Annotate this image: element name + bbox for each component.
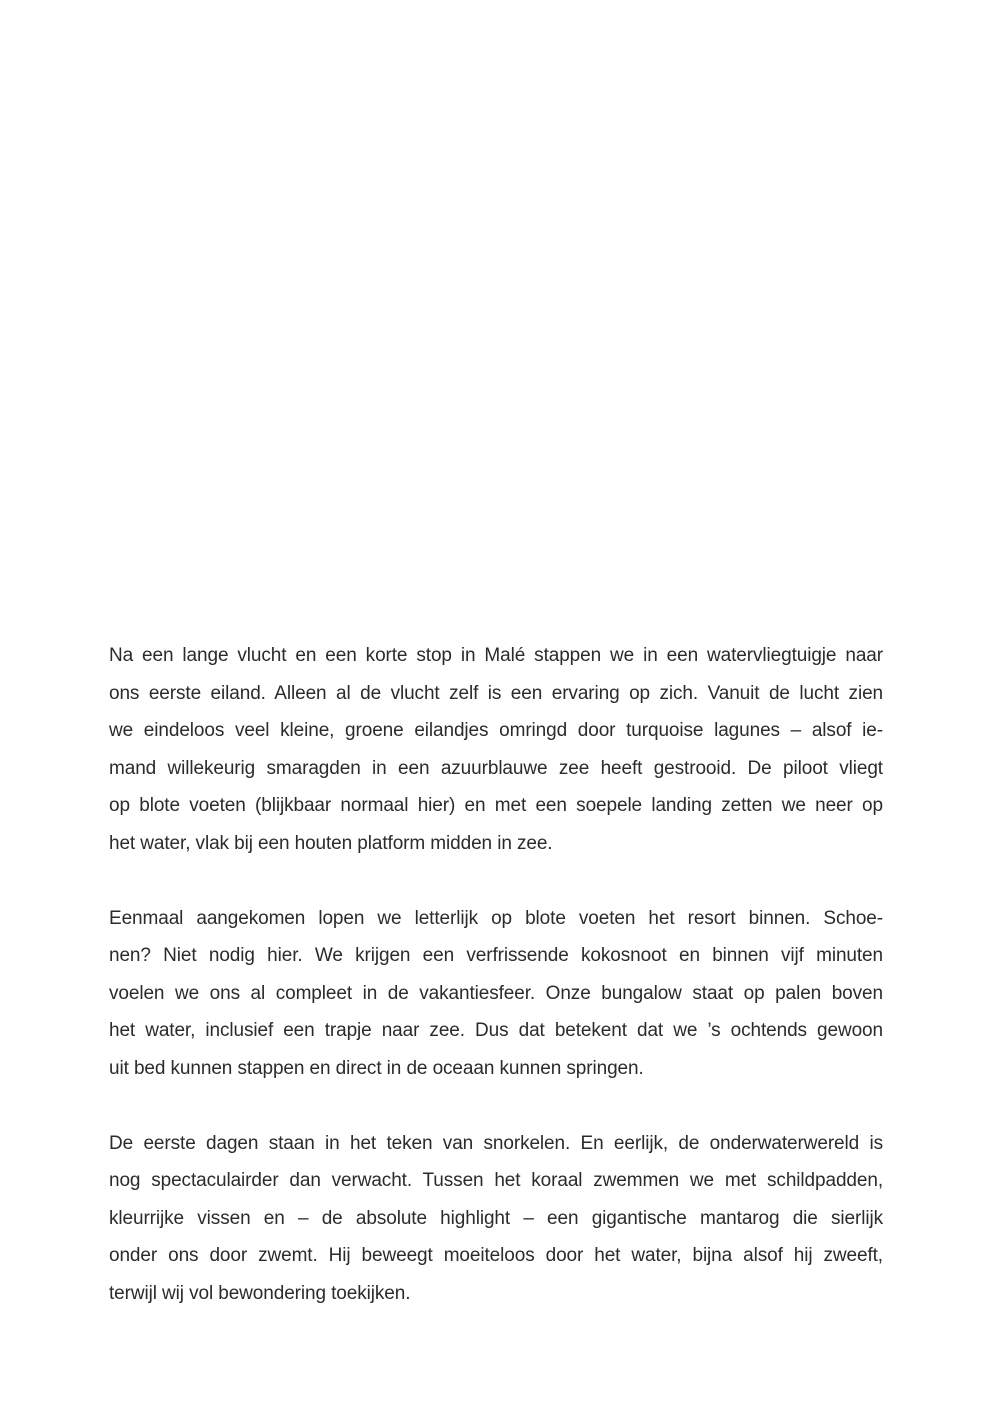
text-line: onder ons door zwemt. Hij beweegt moeiteloos door het water, bijna alsof hij zweeft, [109,1245,883,1266]
paragraph-3 [109,1125,883,1313]
text-line: nog spectaculairder dan verwacht. Tussen het koraal zwemmen we met schildpadden, [109,1170,883,1191]
text-line: nen? Niet nodig hier. We krijgen een verfrissende kokosnoot en binnen vijf minuten [109,945,883,966]
paragraph-2 [109,900,883,1088]
text-line: uit bed kunnen stappen en direct in de oceaan kunnen springen. [109,1057,644,1079]
text-line: mand willekeurig smaragden in een azuurblauwe zee heeft gestrooid. De piloot vliegt [109,757,883,779]
text-line: De eerste dagen staan in het teken van snorkelen. En eerlijk, de onderwaterwereld is [109,1132,883,1154]
text-line: Eenmaal aangekomen lopen we letterlijk op blote voeten het resort binnen. Schoe- [109,907,883,929]
body-text [109,637,883,1312]
text-line: Na een lange vlucht en een korte stop in Malé stappen we in een watervliegtuigje naar [109,645,883,666]
text-line: kleurrijke vissen en – de absolute highlight – een gigantische mantarog die sierlijk [109,1207,883,1229]
text-line: het water, vlak bij een houten platform midden in zee. [109,832,553,854]
paragraph-1 [109,637,883,862]
text-line: voelen we ons al compleet in de vakantiesfeer. Onze bungalow staat op palen boven [109,982,883,1004]
text-line: terwijl wij vol bewondering toekijken. [109,1282,411,1304]
text-line: ons eerste eiland. Alleen al de vlucht zelf is een ervaring op zich. Vanuit de lucht zien [109,682,883,704]
text-line: op blote voeten (blijkbaar normaal hier) en met een soepele landing zetten we neer op [109,795,883,816]
text-line: we eindeloos veel kleine, groene eilandjes omringd door turquoise lagunes – alsof ie- [109,720,883,741]
text-line: het water, inclusief een trapje naar zee. Dus dat betekent dat we ’s ochtends gewoon [109,1020,883,1041]
